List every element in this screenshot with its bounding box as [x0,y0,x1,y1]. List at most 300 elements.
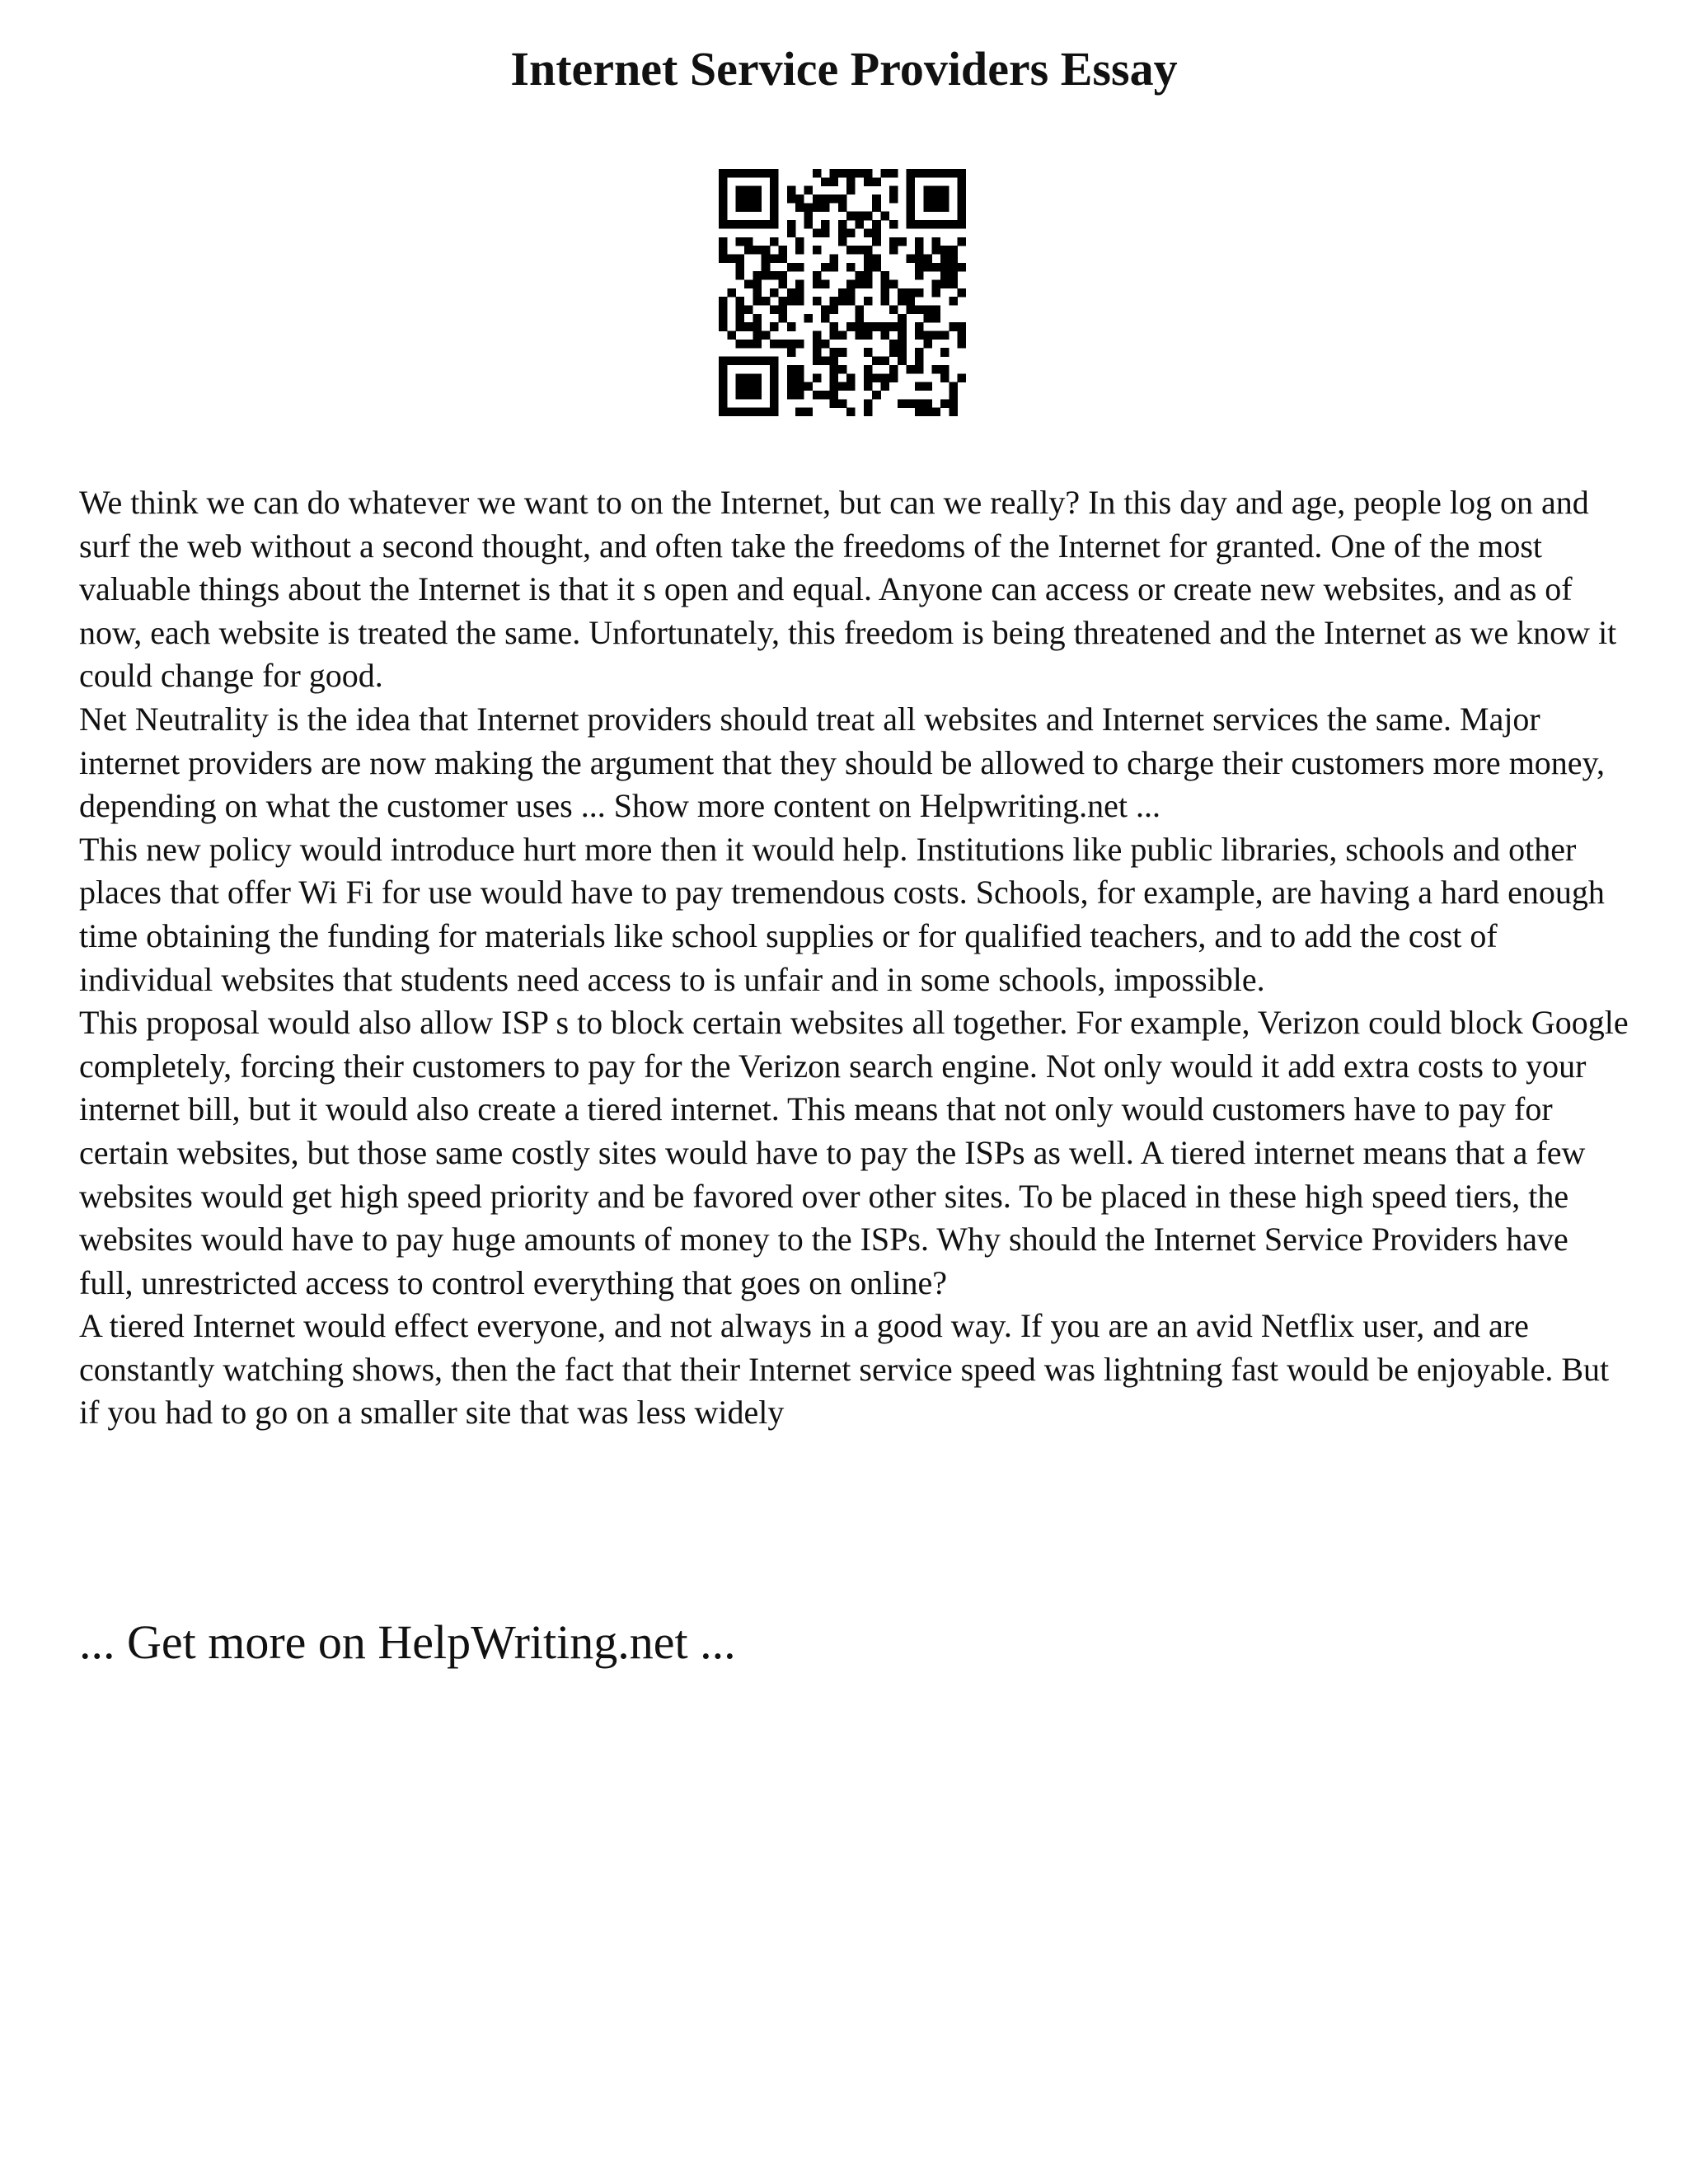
qr-module [719,306,728,315]
qr-module [923,254,932,263]
qr-module [958,331,966,340]
qr-module [821,340,830,349]
qr-module [804,203,813,212]
qr-module [770,237,779,246]
qr-module [736,297,745,306]
qr-module [915,408,924,416]
qr-module [778,306,787,315]
qr-module [719,373,728,382]
qr-module [856,220,865,229]
qr-module [940,246,950,255]
qr-module [940,186,950,195]
qr-module [864,279,873,288]
qr-module [838,237,847,246]
qr-module [872,322,881,331]
qr-module [915,357,924,366]
qr-module [940,271,950,280]
qr-module [719,177,728,186]
qr-module [762,263,771,272]
qr-module [727,220,736,229]
qr-module [907,288,916,298]
qr-module [821,228,830,237]
qr-module [787,194,796,204]
qr-module [846,263,856,272]
qr-module [872,373,881,382]
qr-module [864,408,873,416]
qr-module [813,169,822,178]
qr-module [744,373,753,382]
qr-module [719,408,728,416]
qr-module [821,220,830,229]
qr-module [881,297,890,306]
qr-module [821,263,830,272]
qr-module [940,331,950,340]
qr-module [719,322,728,331]
qr-module [770,220,779,229]
qr-module [719,169,728,178]
qr-module [778,271,787,280]
qr-module [795,237,804,246]
qr-module [813,297,822,306]
qr-module [915,246,924,255]
qr-module [856,169,865,178]
qr-module [736,408,745,416]
qr-module [727,288,736,298]
qr-module [864,322,873,331]
qr-module [949,297,958,306]
qr-module [846,297,856,306]
qr-module [864,246,873,255]
qr-module [915,254,924,263]
qr-module [923,169,932,178]
qr-module [744,391,753,400]
qr-module [719,365,728,374]
qr-module [949,220,958,229]
qr-module [795,194,804,204]
qr-module [932,288,941,298]
qr-module [795,391,804,400]
qr-module [898,357,907,366]
qr-module [872,220,881,229]
qr-module [907,297,916,306]
qr-module [872,254,881,263]
qr-module [932,263,941,272]
qr-module [736,203,745,212]
qr-module [787,263,796,272]
qr-module [770,186,779,195]
qr-module [727,254,736,263]
qr-module [889,373,898,382]
qr-module [846,186,856,195]
qr-module [958,263,966,272]
qr-module [770,408,779,416]
qr-module [949,322,958,331]
qr-module [923,186,932,195]
qr-module [846,288,856,298]
qr-module [795,382,804,391]
qr-module [762,357,771,366]
qr-module [736,263,745,272]
qr-module [778,254,787,263]
qr-module [829,331,838,340]
qr-module [753,288,762,298]
qr-module [889,322,898,331]
qr-module [719,391,728,400]
qr-module [881,373,890,382]
qr-module [744,279,753,288]
qr-module [762,271,771,280]
qr-module [958,322,966,331]
qr-module [898,288,907,298]
qr-module [770,271,779,280]
qr-module [736,271,745,280]
qr-module [872,228,881,237]
qr-module [829,306,838,315]
qr-module [829,382,838,391]
qr-module [915,288,924,298]
qr-module [872,237,881,246]
qr-module [829,399,838,408]
qr-module [940,169,950,178]
qr-module [949,382,958,391]
qr-module [762,297,771,306]
qr-module [787,322,796,331]
qr-module [753,194,762,204]
qr-module [778,279,787,288]
essay-paragraph-5: A tiered Internet would effect everyone, and not always in a good way. If you are an avid Netflix user, and are constantly watching shows, then the fact that their Internet service speed was lightning fast would be enjoyable. But if you had to go on a smaller site that was less widely [79,1307,1610,1432]
qr-module [915,263,924,272]
qr-module [898,348,907,357]
qr-module [813,391,822,400]
qr-module [923,194,932,204]
qr-module [795,203,804,212]
qr-module [864,348,873,357]
qr-module [787,186,796,195]
qr-module [762,254,771,263]
qr-module [829,254,838,263]
qr-module [753,271,762,280]
qr-module [813,228,822,237]
qr-module [864,365,873,374]
qr-module [795,365,804,374]
qr-module [915,399,924,408]
qr-module [744,408,753,416]
qr-module [804,408,813,416]
qr-module [846,322,856,331]
qr-module [753,279,762,288]
qr-module [923,399,932,408]
qr-module [804,212,813,221]
qr-module [753,391,762,400]
qr-module [719,382,728,391]
qr-module [838,399,847,408]
qr-module [846,228,856,237]
qr-module [923,331,932,340]
qr-module [770,306,779,315]
qr-module [719,246,728,255]
qr-module [864,228,873,237]
qr-module [813,246,822,255]
qr-module [753,314,762,323]
qr-module [940,203,950,212]
qr-module [787,382,796,391]
qr-module [753,408,762,416]
qr-module [846,382,856,391]
qr-module [949,408,958,416]
qr-module [949,263,958,272]
qr-module [958,340,966,349]
qr-module [889,186,898,195]
qr-module [778,246,787,255]
qr-module [813,203,822,212]
qr-module [940,263,950,272]
qr-module [753,382,762,391]
qr-module [804,220,813,229]
qr-module [864,399,873,408]
qr-module [804,186,813,195]
qr-module [813,194,822,204]
qr-module [932,306,941,315]
qr-module [744,186,753,195]
qr-module [813,271,822,280]
qr-module [915,220,924,229]
qr-module [795,373,804,382]
qr-module [727,408,736,416]
qr-module [915,237,924,246]
qr-module [889,365,898,374]
qr-module [838,194,847,204]
qr-module [846,246,856,255]
qr-module [787,228,796,237]
qr-module [881,322,890,331]
qr-module [719,212,728,221]
qr-module [932,365,941,374]
qr-module [744,237,753,246]
qr-module [770,203,779,212]
qr-module [915,365,924,374]
qr-module [872,263,881,272]
qr-module [846,177,856,186]
qr-module [838,365,847,374]
qr-module [829,391,838,400]
qr-module [813,340,822,349]
qr-module [915,382,924,391]
qr-module [923,340,932,349]
qr-module [932,279,941,288]
qr-module [736,237,745,246]
qr-module [940,194,950,204]
essay-paragraph-1: We think we can do whatever we want to on the Internet, but can we really? In this day and age, people log on and surf the web without a second thought, and often take the freedoms of the Internet for granted. One of the most valuable things about the Internet is that it s open and equal. Anyone can access or create new websites, and as of now, each website is treated the same. Unfortunately, this freedom is being threatened and the Internet as we know it could change for good. [79,484,1617,695]
qr-module [838,220,847,229]
qr-module [864,271,873,280]
qr-module [958,373,966,382]
qr-module [829,365,838,374]
qr-code-graphic [719,169,966,416]
qr-module [856,246,865,255]
qr-module [898,237,907,246]
qr-module [838,382,847,391]
qr-module [958,237,966,246]
qr-module [838,228,847,237]
qr-module [753,220,762,229]
qr-module [889,237,898,246]
qr-module [719,220,728,229]
qr-module [889,348,898,357]
qr-module [856,279,865,288]
qr-module [829,357,838,366]
qr-module [856,314,865,323]
qr-module [770,391,779,400]
qr-module [813,279,822,288]
qr-module [787,340,796,349]
qr-module [940,220,950,229]
qr-module [736,314,745,323]
qr-module [821,306,830,315]
essay-paragraph-2: Net Neutrality is the idea that Internet providers should treat all websites and Internet services the same. Major internet providers are now making the argument that they should be allowed to charge their customers more money, depending on what the customer uses ... Show more content on Helpwriting.net ... [79,700,1605,825]
qr-module [770,373,779,382]
qr-module [923,382,932,391]
qr-module [795,279,804,288]
qr-module [821,194,830,204]
qr-module [856,306,865,315]
qr-module [889,279,898,288]
qr-module [838,331,847,340]
qr-module [829,177,838,186]
qr-module [813,331,822,340]
get-more-link[interactable]: ... Get more on HelpWriting.net ... [79,1615,736,1669]
qr-module [813,373,822,382]
qr-module [787,220,796,229]
qr-module [932,186,941,195]
qr-module [787,373,796,382]
qr-module [932,220,941,229]
qr-module [736,382,745,391]
qr-module [949,169,958,178]
qr-module [907,365,916,374]
qr-module [889,220,898,229]
qr-module [881,169,890,178]
qr-module [762,408,771,416]
qr-module [907,169,916,178]
qr-module [719,314,728,323]
qr-module [744,220,753,229]
qr-module [864,382,873,391]
qr-module [753,246,762,255]
qr-module [958,212,966,221]
qr-module [898,322,907,331]
qr-module [821,279,830,288]
qr-code-icon[interactable] [719,169,966,416]
qr-module [795,246,804,255]
qr-module [881,212,890,221]
qr-module [753,297,762,306]
qr-module [907,194,916,204]
qr-module [838,169,847,178]
qr-module [907,186,916,195]
qr-module [907,254,916,263]
qr-module [736,391,745,400]
qr-module [846,279,856,288]
qr-module [787,348,796,357]
qr-module [753,357,762,366]
qr-module [856,271,865,280]
qr-module [949,399,958,408]
qr-module [829,169,838,178]
qr-module [907,177,916,186]
qr-module [736,220,745,229]
qr-module [753,322,762,331]
qr-module [864,297,873,306]
qr-module [778,314,787,323]
qr-module [872,357,881,366]
qr-module [736,169,745,178]
qr-module [838,288,847,298]
qr-module [864,331,873,340]
qr-module [881,279,890,288]
qr-module [915,169,924,178]
qr-module [940,348,950,357]
qr-module [907,203,916,212]
qr-module [795,263,804,272]
qr-module [958,177,966,186]
qr-module [744,357,753,366]
qr-module [856,322,865,331]
qr-module [778,297,787,306]
qr-module [829,263,838,272]
qr-module [864,177,873,186]
qr-module [846,212,856,221]
qr-module [898,340,907,349]
qr-module [770,194,779,204]
qr-module [744,306,753,315]
qr-module [736,357,745,366]
qr-module [719,399,728,408]
qr-module [736,306,745,315]
qr-module [949,271,958,280]
qr-module [744,246,753,255]
qr-module [923,314,932,323]
qr-module [932,169,941,178]
qr-module [872,391,881,400]
qr-module [856,331,865,340]
qr-module [932,203,941,212]
qr-module [753,340,762,349]
qr-module [744,340,753,349]
qr-module [932,314,941,323]
qr-module [932,408,941,416]
qr-module [889,169,898,178]
qr-module [889,194,898,204]
qr-module [804,314,813,323]
qr-module [770,365,779,374]
qr-module [889,306,898,315]
qr-module [770,177,779,186]
qr-module [744,169,753,178]
qr-module [727,357,736,366]
qr-module [864,212,873,221]
qr-module [795,297,804,306]
qr-module [744,322,753,331]
qr-module [795,288,804,298]
qr-module [753,373,762,382]
qr-module [898,399,907,408]
qr-module [813,348,822,357]
qr-module [719,237,728,246]
qr-module [829,194,838,204]
essay-paragraph-4: This proposal would also allow ISP s to block certain websites all together. For example, Verizon could block Google completely, forcing their customers to pay for the Verizon search engine. Not only would it add extra costs to your internet bill, but it would also create a tiered internet. This means that not only would customers have to pay for certain websites, but those same costly sites would have to pay the ISPs as well. A tiered internet means that a few websites would get high speed priority and be favored over other sites. To be placed in these high speed tiers, the websites would have to pay huge amounts of money to the ISPs. Why should the Internet Service Providers have full, unrestricted access to control everything that goes on online? [79,1004,1629,1301]
page-title: Internet Service Providers Essay [510,42,1178,96]
qr-module [770,357,779,366]
